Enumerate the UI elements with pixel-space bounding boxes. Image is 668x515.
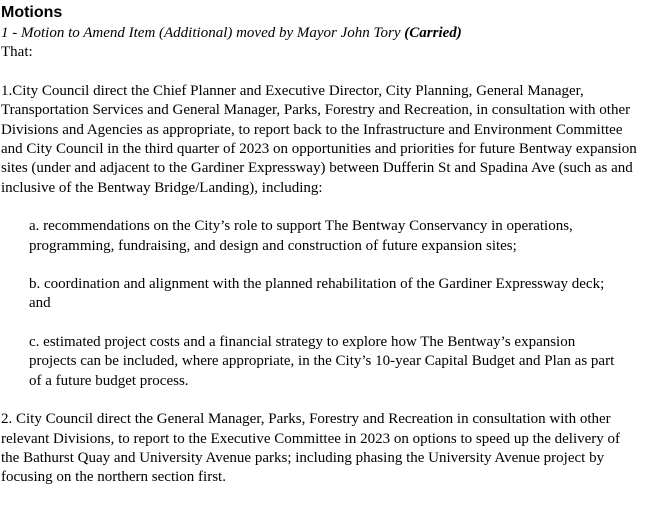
section-heading: Motions [1, 4, 63, 21]
motions-document [1, 3, 641, 488]
motion-subitem-a: a. recommendations on the City’s role to support The Bentway Conservancy in operations, programming, fundraising, and design and construction of future expansion sites; [29, 218, 573, 254]
motion-status: (Carried) [404, 25, 462, 41]
motion-title [1, 24, 641, 43]
motion-subitem-b: b. coordination and alignment with the planned rehabilitation of the Gardiner Expressway deck; and [29, 276, 605, 312]
motion-title-text: 1 - Motion to Amend Item (Additional) moved by Mayor John Tory [1, 25, 405, 41]
intro-text: That: [1, 44, 33, 61]
motion-item-2: 2. City Council direct the General Manager, Parks, Forestry and Recreation in consultation with other relevant Divisions, to report to the Executive Committee in 2023 on options to speed up the delivery of the Bathurst Quay and University Avenue parks; including phasing the University Avenue project by focusing on the northern section first. [1, 411, 621, 486]
motion-subitem-c: c. estimated project costs and a financial strategy to explore how The Bentway’s expansion projects can be included, where appropriate, in the City’s 10-year Capital Budget and Plan as part of a future budget process. [29, 333, 615, 389]
motion-item-1: 1.City Council direct the Chief Planner and Executive Director, City Planning, General Manager, Transportation Services and General Manager, Parks, Forestry and Recreation, in consultation with other Divisions and Agencies as appropriate, to report back to the Infrastructure and Environment Committee and City Council in the third quarter of 2023 on opportunities and priorities for future Bentway expansion sites (under and adjacent to the Gardiner Expressway) between Dufferin St and Spadina Ave (such as and inclusive of the Bentway Bridge/Landing), including: [1, 82, 637, 196]
